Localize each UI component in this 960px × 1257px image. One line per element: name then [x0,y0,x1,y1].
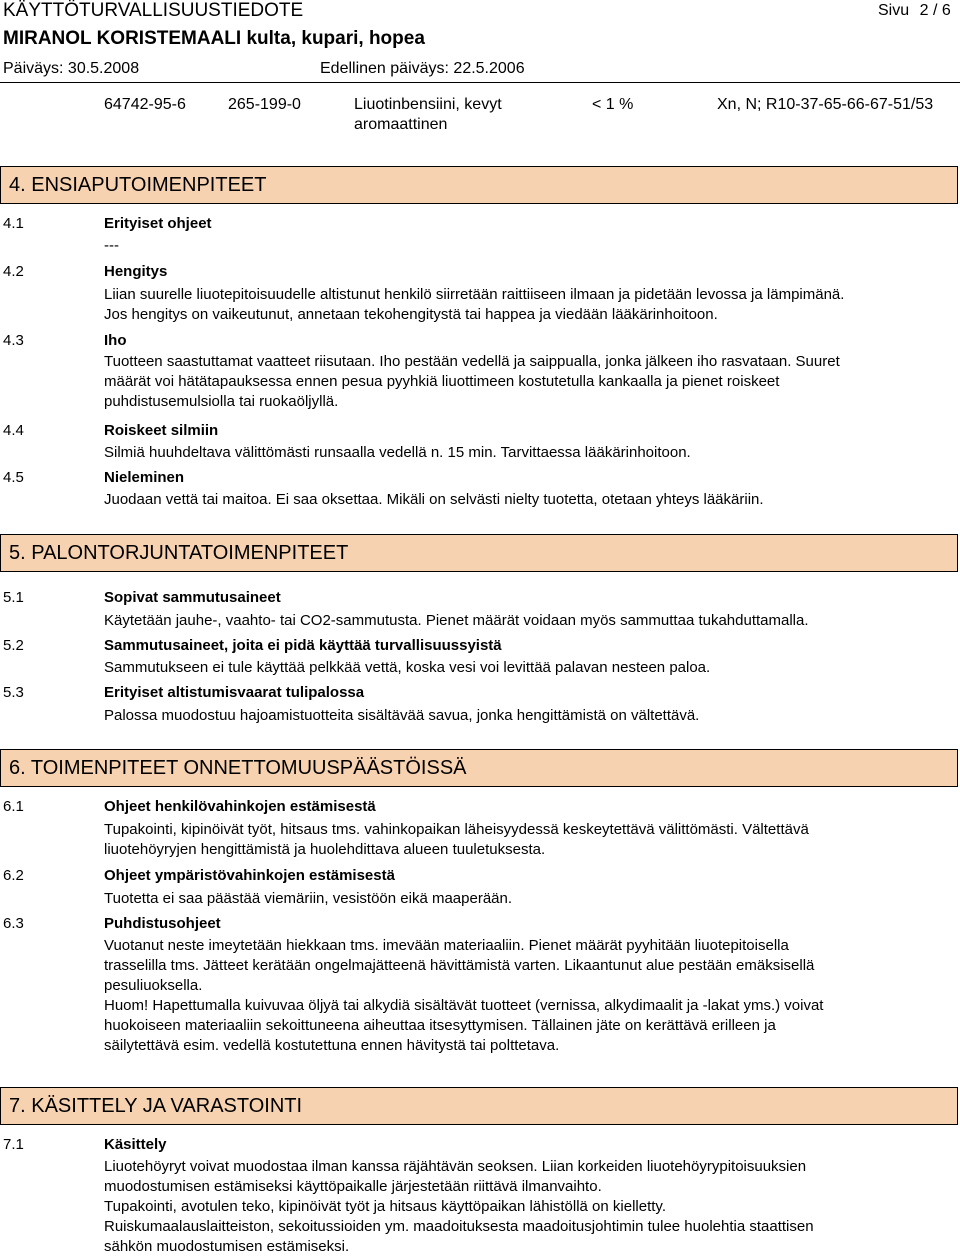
sub-5-1-text [104,611,944,631]
text-line: Juodaan vettä tai maitoa. Ei saa oksettaa. Mikäli on selvästi nielty tuotetta, otetaan yhteys lääkäriin. [104,491,764,508]
product-name: MIRANOL KORISTEMAALI kulta, kupari, hopea [3,28,425,49]
section-6-title: 6. TOIMENPITEET ONNETTOMUUSPÄÄSTÖISSÄ [9,757,467,779]
text-line: Vuotanut neste imeytetään hiekkaan tms. imevään materiaaliin. Pienet määrät pyyhitään liuotepitoisella [104,937,789,954]
text-line: määrät voi hätätapauksessa ennen pesua pyyhkiä liuottimeen kostutetulla kankaalla ja pienet roiskeet [104,373,780,390]
page-indicator [878,1,951,21]
sub-6-3-title: Puhdistusohjeet [104,915,221,932]
text-line: Ruiskumaalauslaitteiston, sekoitussioiden ym. maadoituksesta maadoitusjohtimin tulee huolehtia staattisen [104,1218,814,1235]
sub-4-3-title: Iho [104,332,127,349]
page-separator: / [932,2,938,19]
sub-4-3-text [104,352,944,412]
sub-4-5-text [104,490,944,510]
sub-6-3-text [104,936,944,1056]
sub-4-1-text [104,236,944,256]
sub-4-2-text [104,285,944,325]
sub-7-1-number: 7.1 [3,1136,24,1153]
sub-5-2-title: Sammutusaineet, joita ei pidä käyttää turvallisuussyistä [104,637,502,654]
sub-4-4-number: 4.4 [3,422,24,439]
section-7-header [0,1087,958,1125]
text-line: Tupakointi, avotulen teko, kipinöivät työt ja hitsaus käyttöpaikan lähistöllä on kielletty. [104,1198,666,1215]
previous-date: Edellinen päiväys: 22.5.2006 [320,60,525,77]
text-line: Käytetään jauhe-, vaahto- tai CO2-sammutusta. Pienet määrät voidaan myös sammuttaa tukahduttamalla. [104,612,809,629]
text-line: Tupakointi, kipinöivät työt, hitsaus tms. vahinkopaikan läheisyydessä keskeytettävä välittömästi. Vältettävä [104,821,809,838]
sub-5-2-number: 5.2 [3,637,24,654]
sub-5-3-text [104,706,944,726]
ingredient-name-line2: aromaattinen [354,116,448,133]
section-5-title: 5. PALONTORJUNTATOIMENPITEET [9,542,349,564]
header-divider [0,82,960,83]
text-line: --- [104,237,119,254]
sub-7-1-text [104,1157,944,1257]
sub-5-2-text [104,658,944,678]
sub-4-5-number: 4.5 [3,469,24,486]
text-line: Liian suurelle liuotepitoisuudelle altistunut henkilö siirretään raittiiseen ilmaan ja pidetään levossa ja lämpimänä. [104,286,845,303]
page-label: Sivu [878,2,910,19]
sub-6-2-text [104,889,944,909]
sub-6-1-number: 6.1 [3,798,24,815]
section-6-header [0,749,958,787]
page-total: 6 [941,2,951,19]
sub-5-1-number: 5.1 [3,589,24,606]
sub-5-3-number: 5.3 [3,684,24,701]
sub-4-1-number: 4.1 [3,215,24,232]
document-title: KÄYTTÖTURVALLISUUSTIEDOTE [3,0,304,21]
text-line: liuotehöyryjen hengittämistä ja huolehdittava alueen tuuletuksesta. [104,841,546,858]
sub-6-2-title: Ohjeet ympäristövahinkojen estämisestä [104,867,395,884]
sub-4-1-title: Erityiset ohjeet [104,215,212,232]
text-line: trasselilla tms. Jätteet kerätään ongelmajätteenä hävittämistä varten. Likaantunut alue pestään emäksisellä [104,957,815,974]
sub-4-3-number: 4.3 [3,332,24,349]
sub-6-3-number: 6.3 [3,915,24,932]
sub-7-1-title: Käsittely [104,1136,167,1153]
sub-4-5-title: Nieleminen [104,469,185,486]
sub-6-1-text [104,820,944,860]
sub-4-4-title: Roiskeet silmiin [104,422,219,439]
text-line: säilytettävä esim. vedellä kostutettuna ennen hävitystä tai polttetava. [104,1037,560,1054]
section-7-title: 7. KÄSITTELY JA VARASTOINTI [9,1095,303,1117]
ingredient-name-line1: Liuotinbensiini, kevyt [354,96,502,113]
text-line: Silmiä huuhdeltava välittömästi runsaalla vedellä n. 15 min. Tarvittaessa lääkärinhoitoon. [104,444,691,461]
text-line: sähkön muodostumisen estämiseksi. [104,1238,350,1255]
sub-5-1-title: Sopivat sammutusaineet [104,589,281,606]
text-line: Jos hengitys on vaikeutunut, annetaan tekohengitystä tai happea ja viedään lääkärinhoitoon. [104,306,718,323]
text-line: muodostumisen estämiseksi käyttöpaikalle järjestetään riittävä ilmanvaihto. [104,1178,602,1195]
text-line: Tuotetta ei saa päästää viemäriin, vesistöön eikä maaperään. [104,890,513,907]
text-line: Tuotteen saastuttamat vaatteet riisutaan. Iho pestään vedellä ja saippualla, jonka jälkeen iho rasvataan. Suuret [104,353,840,370]
sub-4-2-title: Hengitys [104,263,168,280]
text-line: Sammutukseen ei tule käyttää pelkkää vettä, koska vesi voi levittää palavan nesteen paloa. [104,659,711,676]
section-4-title: 4. ENSIAPUTOIMENPITEET [9,174,267,196]
issue-date: Päiväys: 30.5.2008 [3,60,140,77]
section-5-header [0,534,958,572]
ingredient-ec: 265-199-0 [228,96,301,113]
text-line: Liuotehöyryt voivat muodostaa ilman kanssa räjähtävän seoksen. Liian korkeiden liuotehöyrypitoisuuksien [104,1158,807,1175]
text-line: Palossa muodostuu hajoamistuotteita sisältävää savua, jonka hengittämistä on vältettävä. [104,707,700,724]
page-current: 2 [919,2,929,19]
ingredient-classification: Xn, N; R10-37-65-66-67-51/53 [717,96,934,113]
text-line: pesuliuoksella. [104,977,203,994]
sub-6-2-number: 6.2 [3,867,24,884]
sub-5-3-title: Erityiset altistumisvaarat tulipalossa [104,684,365,701]
text-line: puhdistusemulsiolla tai ruokaöljyllä. [104,393,339,410]
sub-4-2-number: 4.2 [3,263,24,280]
ingredient-cas: 64742-95-6 [104,96,186,113]
text-line: huokoiseen materiaaliin sekoittuneena aiheuttaa itsesyttymisen. Tällainen jäte on kerättävä erilleen ja [104,1017,776,1034]
ingredient-concentration: < 1 % [592,96,634,113]
sub-4-4-text [104,443,944,463]
section-4-header [0,166,958,204]
text-line: Huom! Hapettumalla kuivuvaa öljyä tai alkydiä sisältävät tuotteet (vernissa, alkydimaalit ja -lakat yms.) voivat [104,997,824,1014]
sub-6-1-title: Ohjeet henkilövahinkojen estämisestä [104,798,376,815]
